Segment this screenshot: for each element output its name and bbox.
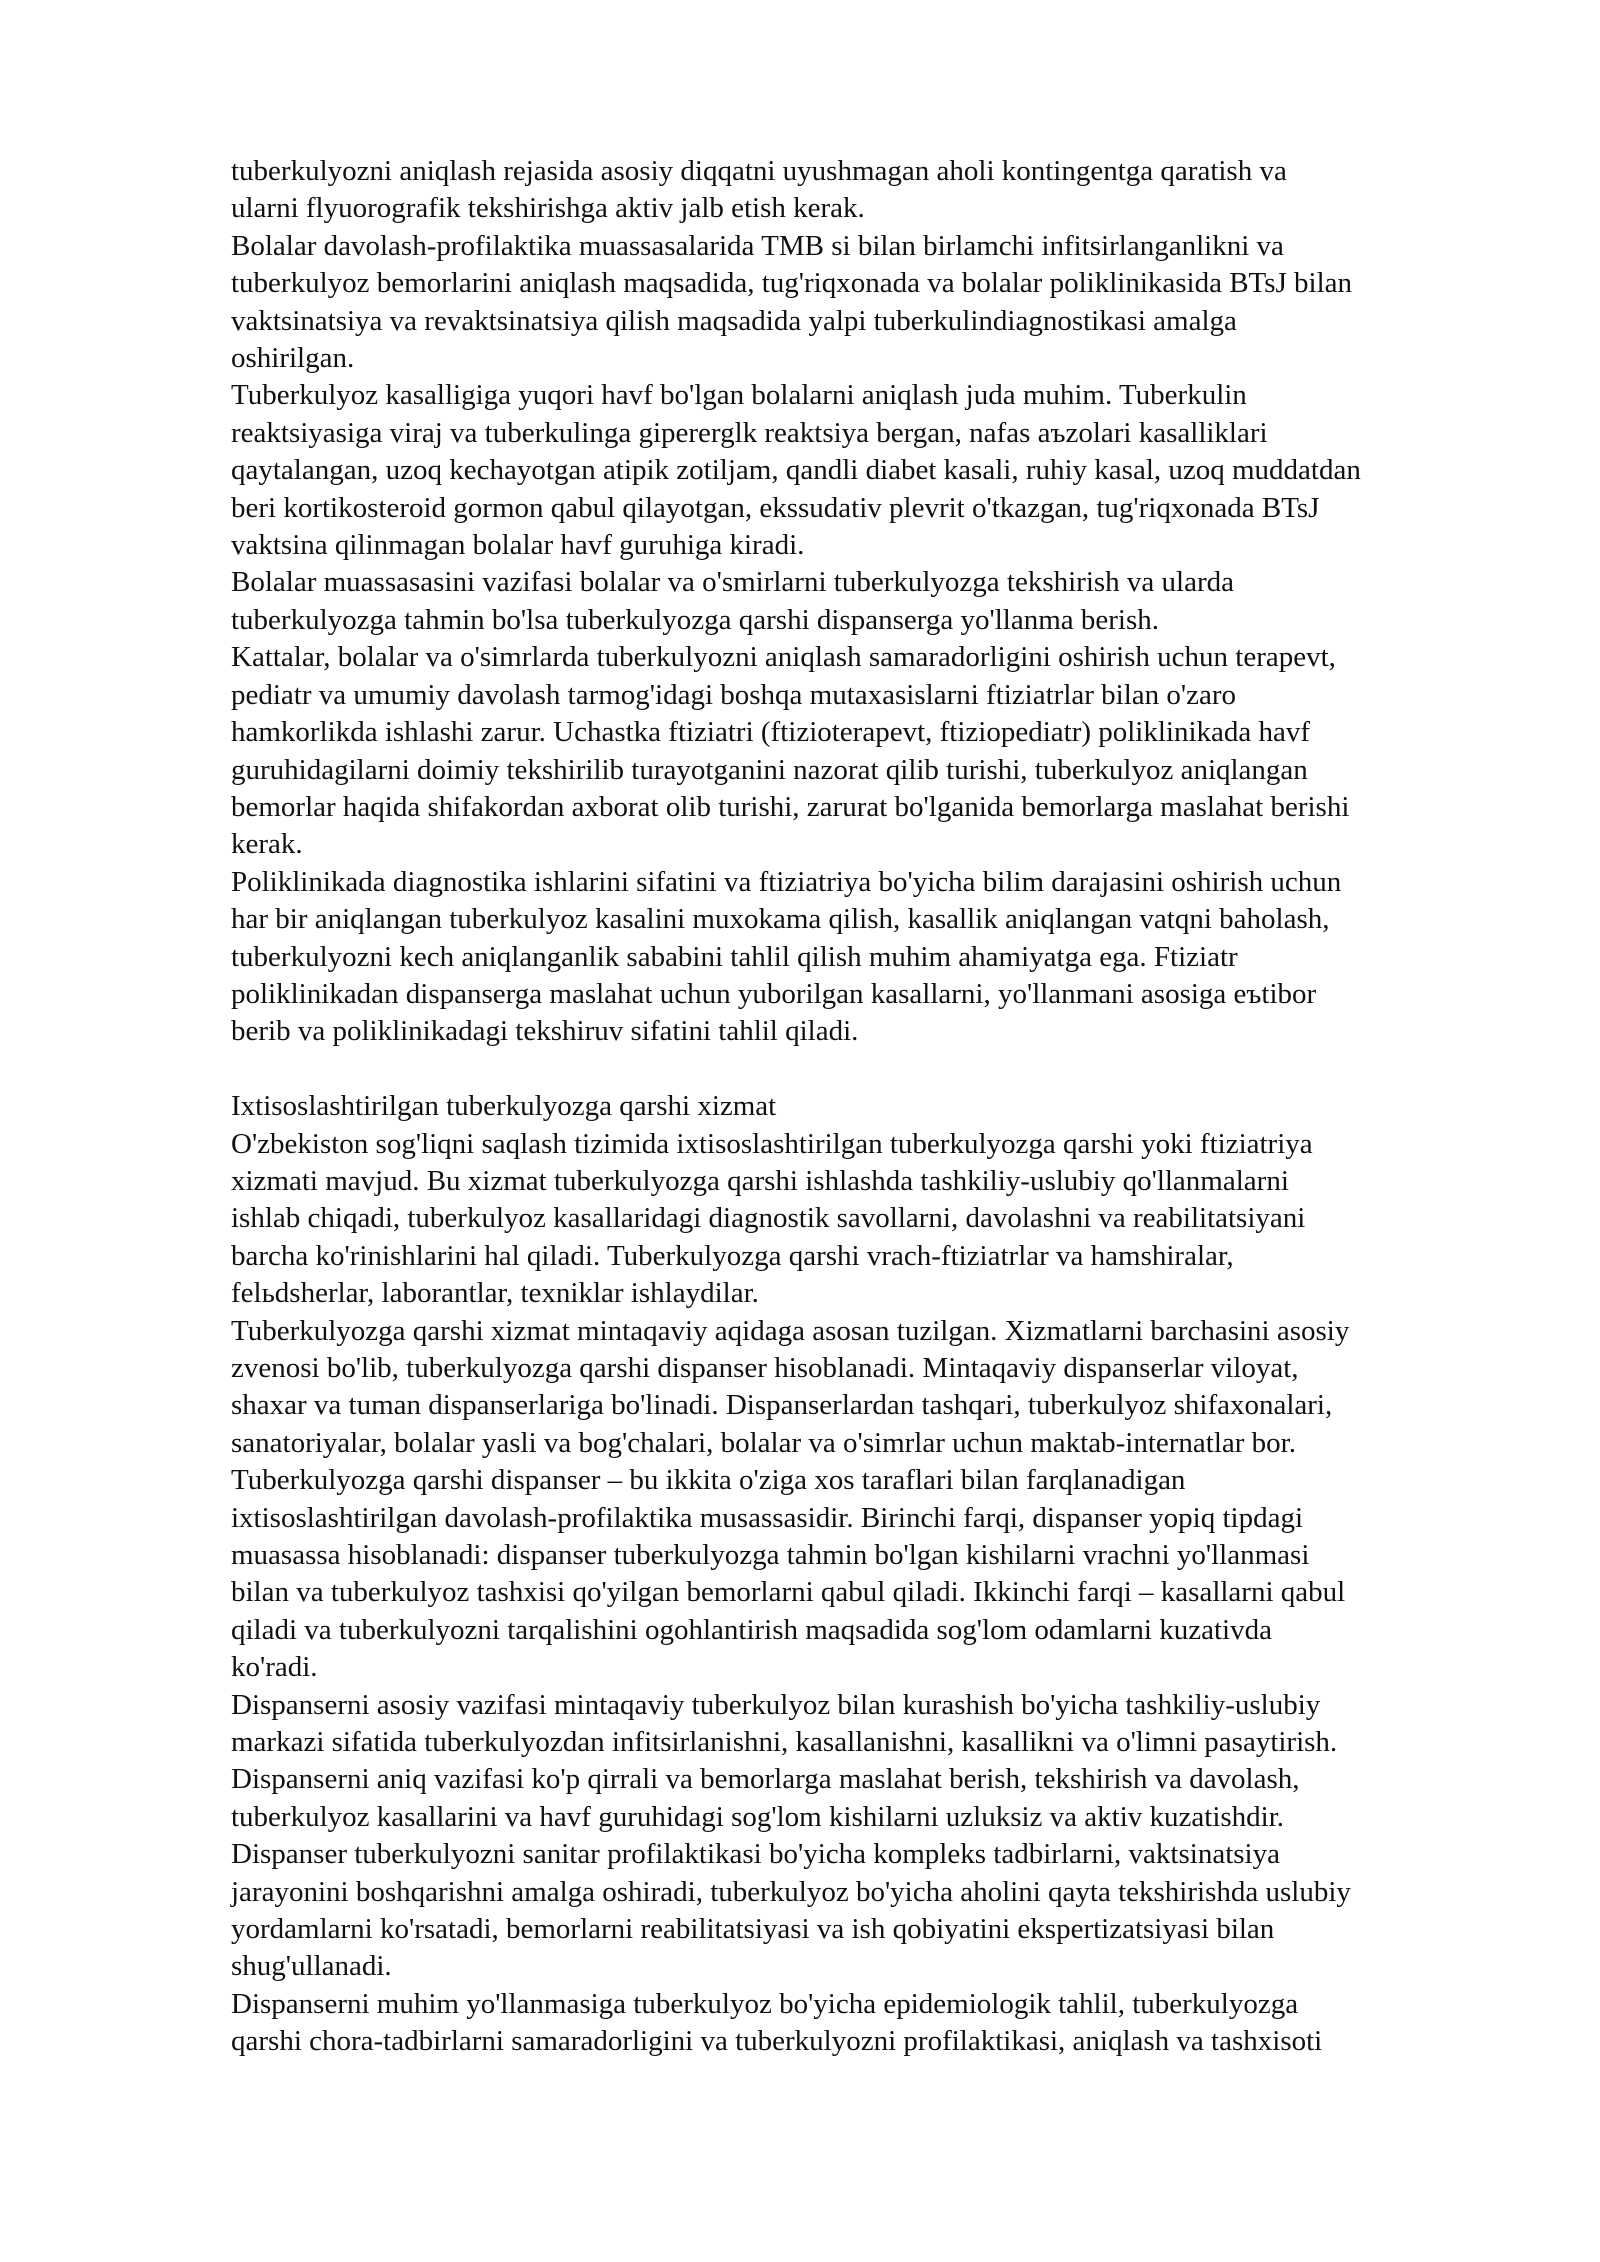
text-line: tuberkulyoz kasallarini va havf guruhidagi sog'lom kishilarni uzluksiz va aktiv kuzatishdir. bbox=[231, 1800, 1285, 1833]
text-line: xizmati mavjud. Bu xizmat tuberkulyozga qarshi ishlashda tashkiliy-uslubiy qo'llanmalarni bbox=[231, 1164, 1289, 1197]
section-paragraph bbox=[231, 1761, 1521, 1836]
text-line: bilan va tuberkulyoz tashxisi qo'yilgan bemorlarni qabul qiladi. Ikkinchi farqi – kasallarni qabul bbox=[231, 1576, 1346, 1609]
text-line: oshirilgan. bbox=[231, 342, 355, 375]
text-line: har bir aniqlangan tuberkulyoz kasalini muxokama qilish, kasallik aniqlangan vatqni baholash, bbox=[231, 903, 1330, 936]
text-line: bemorlar haqida shifakordan axborat olib turishi, zarurat bo'lganida bemorlarga maslahat berishi bbox=[231, 790, 1350, 823]
text-line: Bolalar davolash-profilaktika muassasalarida TMB si bilan birlamchi infitsirlanganlikni va bbox=[231, 229, 1284, 262]
document-body bbox=[231, 153, 1521, 2061]
text-line: Poliklinikada diagnostika ishlarini sifatini va ftiziatriya bo'yicha bilim darajasini oshirish uchun bbox=[231, 865, 1342, 898]
text-line: poliklinikadan dispanserga maslahat uchun yuborilgan kasallarni, yo'llanmani asosiga eъtibor bbox=[231, 977, 1317, 1010]
text-line: beri kortikosteroid gormon qabul qilayotgan, ekssudativ plevrit o'tkazgan, tug'riqxonada BTsJ bbox=[231, 491, 1320, 524]
text-line: O'zbekiston sog'liqni saqlash tizimida ixtisoslashtirilgan tuberkulyozga qarshi yoki ftiziatriya bbox=[231, 1127, 1313, 1160]
text-line: vaktsinatsiya va revaktsinatsiya qilish maqsadida yalpi tuberkulindiagnostikasi amalga bbox=[231, 304, 1237, 337]
text-line: berib va poliklinikadagi tekshiruv sifatini tahlil qiladi. bbox=[231, 1015, 859, 1048]
text-line: Dispanserni muhim yo'llanmasiga tuberkulyoz bo'yicha epidemiologik tahlil, tuberkulyozga bbox=[231, 1987, 1299, 2020]
text-line: jarayonini boshqarishni amalga oshiradi, tuberkulyoz bo'yicha aholini qayta tekshirishda uslubiy bbox=[231, 1875, 1351, 1908]
text-line: qaytalangan, uzoq kechayotgan atipik zotiljam, qandli diabet kasali, ruhiy kasal, uzoq muddatdan bbox=[231, 454, 1361, 487]
text-line: Dispanserni asosiy vazifasi mintaqaviy tuberkulyoz bilan kurashish bo'yicha tashkiliy-uslubiy bbox=[231, 1688, 1321, 1721]
text-line: shaxar va tuman dispanserlariga bo'linadi. Dispanserlardan tashqari, tuberkulyoz shifaxonalari, bbox=[231, 1389, 1333, 1422]
text-line: kerak. bbox=[231, 828, 303, 861]
text-line: Dispanser tuberkulyozni sanitar profilaktikasi bo'yicha kompleks tadbirlarni, vaktsinatsiya bbox=[231, 1838, 1280, 1871]
text-line: Dispanserni aniq vazifasi ko'p qirrali va bemorlarga maslahat berish, tekshirish va davolash, bbox=[231, 1763, 1300, 1796]
text-line: Kattalar, bolalar va o'simrlarda tuberkulyozni aniqlash samaradorligini oshirish uchun terapevt, bbox=[231, 641, 1336, 674]
text-line: ixtisoslashtirilgan davolash-profilaktika musassasidir. Birinchi farqi, dispanser yopiq tipdagi bbox=[231, 1501, 1304, 1534]
text-line: ularni flyuorografik tekshirishga aktiv jalb etish kerak. bbox=[231, 192, 865, 225]
body-paragraph bbox=[231, 228, 1521, 378]
text-line: Bolalar muassasasini vazifasi bolalar va o'smirlarni tuberkulyozga tekshirish va ularda bbox=[231, 566, 1235, 599]
text-line: zvenosi bo'lib, tuberkulyozga qarshi dispanser hisoblanadi. Mintaqaviy dispanserlar viloyat, bbox=[231, 1351, 1299, 1384]
text-line: sanatoriyalar, bolalar yasli va bog'chalari, bolalar va o'simrlar uchun maktab-internatlar bor. bbox=[231, 1426, 1296, 1459]
body-paragraph bbox=[231, 564, 1521, 639]
text-line: shug'ullanadi. bbox=[231, 1950, 392, 1983]
text-line: Tuberkulyozga qarshi xizmat mintaqaviy aqidaga asosan tuzilgan. Xizmatlarni barchasini asosiy bbox=[231, 1314, 1350, 1347]
section-paragraph bbox=[231, 1313, 1521, 1463]
body-paragraph bbox=[231, 639, 1521, 863]
section-heading-text: Ixtisoslashtirilgan tuberkulyozga qarshi xizmat bbox=[231, 1090, 777, 1123]
text-line: tuberkulyozga tahmin bo'lsa tuberkulyozga qarshi dispanserga yo'llanma berish. bbox=[231, 603, 1160, 636]
text-line: guruhidagilarni doimiy tekshirilib turayotganini nazorat qilib turishi, tuberkulyoz aniqlangan bbox=[231, 753, 1308, 786]
text-line: qarshi chora-tadbirlarni samaradorligini va tuberkulyozni profilaktikasi, aniqlash va tashxisoti bbox=[231, 2025, 1323, 2058]
text-line: Tuberkulyozga qarshi dispanser – bu ikkita o'ziga xos taraflari bilan farqlanadigan bbox=[231, 1464, 1186, 1497]
section-paragraph bbox=[231, 1126, 1521, 1313]
text-line: vaktsina qilinmagan bolalar havf guruhiga kiradi. bbox=[231, 529, 805, 562]
text-line: ishlab chiqadi, tuberkulyoz kasallaridagi diagnostik savollarni, davolashni va reabilitatsiyani bbox=[231, 1202, 1306, 1235]
text-line: qiladi va tuberkulyozni tarqalishini ogohlantirish maqsadida sog'lom odamlarni kuzativda bbox=[231, 1613, 1272, 1646]
section-paragraph bbox=[231, 1986, 1521, 2061]
text-line: markazi sifatida tuberkulyozdan infitsirlanishni, kasallanishni, kasallikni va o'limni pasaytirish. bbox=[231, 1726, 1338, 1759]
body-paragraph bbox=[231, 377, 1521, 564]
section-paragraph bbox=[231, 1462, 1521, 1686]
section-paragraph bbox=[231, 1687, 1521, 1762]
text-line: pediatr va umumiy davolash tarmog'idagi boshqa mutaxasislarni ftiziatrlar bilan o'zaro bbox=[231, 678, 1237, 711]
text-line: barcha ko'rinishlarini hal qiladi. Tuberkulyozga qarshi vrach-ftiziatrlar va hamshiralar, bbox=[231, 1239, 1234, 1272]
text-line: reaktsiyasiga viraj va tuberkulinga gipererglk reaktsiya bergan, nafas aъzolari kasalliklari bbox=[231, 416, 1268, 449]
text-line: tuberkulyozni kech aniqlanganlik sababini tahlil qilish muhim ahamiyatga ega. Ftiziatr bbox=[231, 940, 1238, 973]
body-paragraph bbox=[231, 864, 1521, 1051]
section-paragraph bbox=[231, 1836, 1521, 1986]
body-paragraph bbox=[231, 153, 1521, 228]
text-line: ko'radi. bbox=[231, 1651, 318, 1684]
text-line: muasassa hisoblanadi: dispanser tuberkulyozga tahmin bo'lgan kishilarni vrachni yo'llanmasi bbox=[231, 1539, 1310, 1572]
text-line: felьdsherlar, laborantlar, texniklar ishlaydilar. bbox=[231, 1277, 759, 1310]
text-line: hamkorlikda ishlashi zarur. Uchastka ftiziatri (ftizioterapevt, ftiziopediatr) poliklinikada havf bbox=[231, 716, 1311, 749]
text-line: tuberkulyozni aniqlash rejasida asosiy diqqatni uyushmagan aholi kontingentga qaratish va bbox=[231, 155, 1287, 187]
blank-line bbox=[231, 1051, 1521, 1088]
text-line: yordamlarni ko'rsatadi, bemorlarni reabilitatsiyasi va ish qobiyatini ekspertizatsiyasi bilan bbox=[231, 1913, 1275, 1946]
text-line: tuberkulyoz bemorlarini aniqlash maqsadida, tug'riqxonada va bolalar poliklinikasida BTsJ bilan bbox=[231, 267, 1353, 300]
text-line: Tuberkulyoz kasalligiga yuqori havf bo'lgan bolalarni aniqlash juda muhim. Tuberkulin bbox=[231, 379, 1247, 412]
section-heading bbox=[231, 1088, 1521, 1125]
